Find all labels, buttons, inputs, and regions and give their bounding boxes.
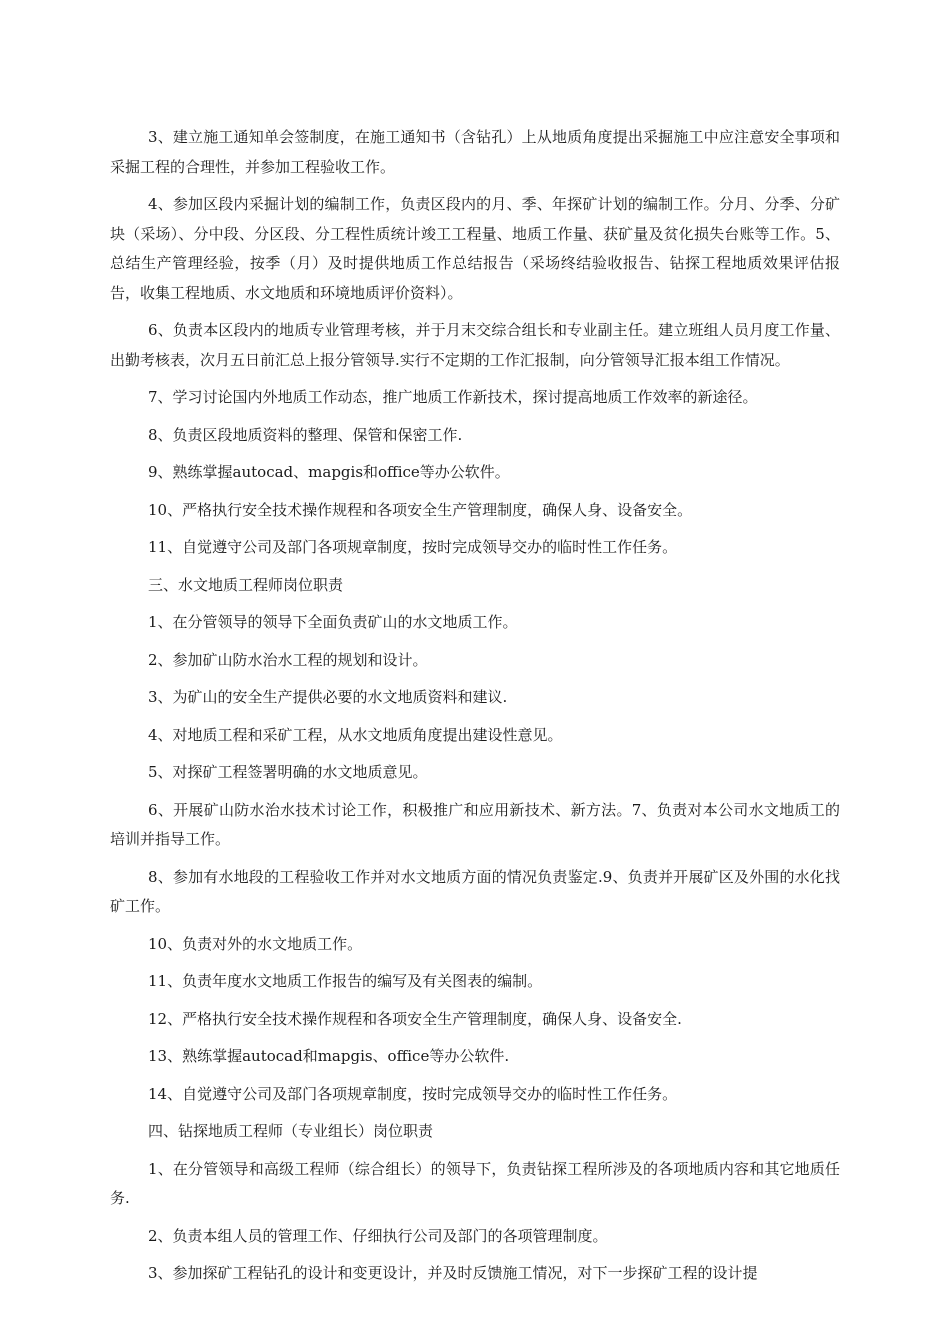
paragraph: 10、负责对外的水文地质工作。 xyxy=(148,934,363,953)
paragraph: 14、自觉遵守公司及部门各项规章制度，按时完成领导交办的临时性工作任务。 xyxy=(148,1084,678,1103)
paragraph: 9、熟练掌握autocad、mapgis和office等办公软件。 xyxy=(148,463,510,481)
paragraph: 6、开展矿山防水治水技术讨论工作，积极推广和应用新技术、新方法。7、负责对本公司水文地质工的培训并指导工作。 xyxy=(110,800,840,848)
paragraph: 3、建立施工通知单会签制度，在施工通知书（含钻孔）上从地质角度提出采掘施工中应注意安全事项和采掘工程的合理性，并参加工程验收工作。 xyxy=(110,128,840,176)
section-heading: 三、水文地质工程师岗位职责 xyxy=(148,575,344,594)
paragraph: 8、参加有水地段的工程验收工作并对水文地质方面的情况负责鉴定.9、负责并开展矿区及外围的水化找矿工作。 xyxy=(110,867,840,915)
paragraph: 1、在分管领导的领导下全面负责矿山的水文地质工作。 xyxy=(148,613,518,631)
paragraph: 11、负责年度水文地质工作报告的编写及有关图表的编制。 xyxy=(148,972,543,990)
paragraph: 3、参加探矿工程钻孔的设计和变更设计，并及时反馈施工情况，对下一步探矿工程的设计提 xyxy=(148,1264,758,1282)
paragraph: 5、对探矿工程签署明确的水文地质意见。 xyxy=(148,763,428,781)
paragraph: 4、参加区段内采掘计划的编制工作，负责区段内的月、季、年探矿计划的编制工作。分月、分季、分矿块（采场）、分中段、分区段、分工程性质统计竣工工程量、地质工作量、获矿量及贫化损失台账等工作。5、总结生产管理经验，按季（月）及时提供地质工作总结报告（采场终结验收报告、钻探工程地质效果评估报告，收集工程地质、水文地质和环境地质评价资料）。 xyxy=(110,195,840,302)
paragraph: 2、参加矿山防水治水工程的规划和设计。 xyxy=(148,650,428,669)
paragraph: 13、熟练掌握autocad和mapgis、office等办公软件. xyxy=(148,1047,510,1065)
paragraph: 2、负责本组人员的管理工作、仔细执行公司及部门的各项管理制度。 xyxy=(148,1226,608,1245)
document-body xyxy=(110,123,840,1297)
paragraph: 3、为矿山的安全生产提供必要的水文地质资料和建议. xyxy=(148,688,508,706)
section-heading: 四、钻探地质工程师（专业组长）岗位职责 xyxy=(148,1122,434,1140)
paragraph: 7、学习讨论国内外地质工作动态，推广地质工作新技术，探讨提高地质工作效率的新途径。 xyxy=(148,388,758,406)
paragraph: 1、在分管领导和高级工程师（综合组长）的领导下，负责钻探工程所涉及的各项地质内容和其它地质任务. xyxy=(110,1159,840,1207)
paragraph: 12、严格执行安全技术操作规程和各项安全生产管理制度，确保人身、设备安全. xyxy=(148,1009,682,1028)
paragraph: 11、自觉遵守公司及部门各项规章制度，按时完成领导交办的临时性工作任务。 xyxy=(148,538,678,556)
paragraph: 10、严格执行安全技术操作规程和各项安全生产管理制度，确保人身、设备安全。 xyxy=(148,500,693,519)
paragraph: 8、负责区段地质资料的整理、保管和保密工作. xyxy=(148,425,463,444)
paragraph: 6、负责本区段内的地质专业管理考核，并于月末交综合组长和专业副主任。建立班组人员月度工作量、出勤考核表，次月五日前汇总上报分管领导.实行不定期的工作汇报制，向分管领导汇报本组工作情况。 xyxy=(110,321,840,369)
paragraph: 4、对地质工程和采矿工程，从水文地质角度提出建设性意见。 xyxy=(148,725,563,744)
